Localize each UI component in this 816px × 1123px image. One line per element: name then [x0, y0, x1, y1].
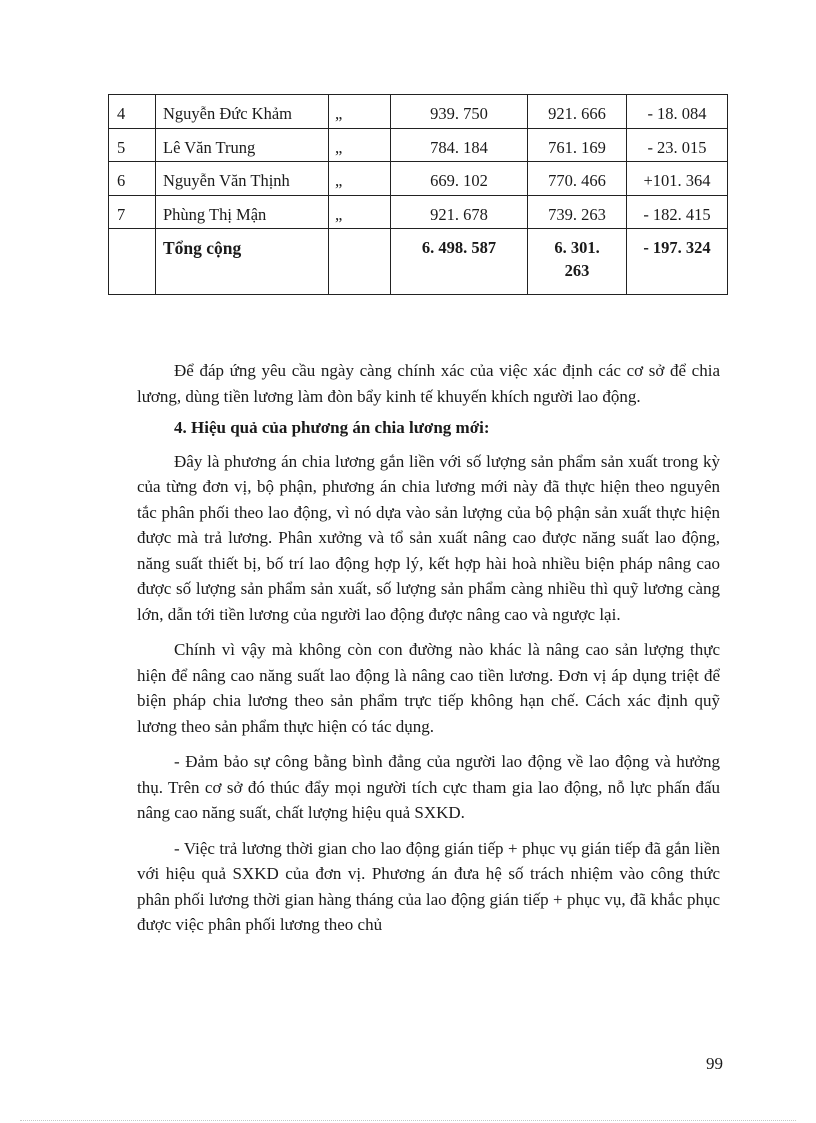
page-number: 99 — [706, 1054, 723, 1073]
paragraph-2: Chính vì vậy mà không còn con đường nào khác là nâng cao sản lượng thực hiện để nâng cao năng suất lao động là nâng cao tiền lương. Đơn vị áp dụng triệt để biện pháp chia lương theo sản phẩm trực tiếp không hạn chế. Cách xác định quỹ lương theo sản phẩm thực hiện có tác dụng. — [137, 640, 720, 736]
value-2: 739. 263 — [528, 195, 627, 229]
intro-paragraph: Để đáp ứng yêu cầu ngày càng chính xác của việc xác định các cơ sở để chia lương, dùng tiền lương làm đòn bẩy kinh tế khuyến khích người lao động. — [137, 361, 720, 406]
salary-table-container — [108, 94, 727, 295]
ditto-mark: „ — [329, 95, 391, 129]
table-row — [109, 128, 728, 162]
paragraph-4: - Việc trả lương thời gian cho lao động gián tiếp + phục vụ gián tiếp đã gắn liền với hiệu quả SXKD của đơn vị. Phương án đưa hệ số trách nhiệm vào công thức phân phối lương thời gian hàng tháng của lao động gián tiếp + phục vụ, đã khắc phục được việc phân phối lương theo chủ — [137, 838, 720, 934]
row-index: 6 — [109, 162, 156, 196]
ditto-mark: „ — [329, 128, 391, 162]
total-value-2-line1: 6. 301. — [554, 238, 600, 257]
total-value-2 — [528, 229, 627, 295]
value-2: 921. 666 — [528, 95, 627, 129]
row-index: 4 — [109, 95, 156, 129]
difference: +101. 364 — [627, 162, 728, 196]
value-1: 939. 750 — [391, 95, 528, 129]
employee-name: Phùng Thị Mận — [156, 195, 329, 229]
total-label-cell — [156, 229, 329, 295]
row-index: 7 — [109, 195, 156, 229]
value-1: 669. 102 — [391, 162, 528, 196]
total-index-cell — [109, 229, 156, 295]
total-label: Tổng cộng — [163, 238, 242, 258]
table-row — [109, 195, 728, 229]
difference: - 23. 015 — [627, 128, 728, 162]
page-bottom-rule — [20, 1120, 796, 1121]
value-1: 784. 184 — [391, 128, 528, 162]
employee-name: Nguyễn Đức Khảm — [156, 95, 329, 129]
row-index: 5 — [109, 128, 156, 162]
table-row — [109, 162, 728, 196]
total-value-2-line2: 263 — [564, 261, 590, 280]
salary-table-body — [109, 95, 728, 295]
total-unit-cell — [329, 229, 391, 295]
body-text — [137, 358, 720, 948]
paragraph-3: - Đảm bảo sự công bằng bình đẳng của người lao động về lao động và hưởng thụ. Trên cơ sở đó thúc đẩy mọi người tích cực tham gia lao động, nỗ lực phấn đấu nâng cao năng suất, chất lượng hiệu quả SXKD. — [137, 752, 720, 822]
ditto-mark: „ — [329, 195, 391, 229]
table-row — [109, 95, 728, 129]
total-row — [109, 229, 728, 295]
section-heading: 4. Hiệu quả của phương án chia lương mới: — [174, 418, 490, 437]
value-1: 921. 678 — [391, 195, 528, 229]
difference: - 18. 084 — [627, 95, 728, 129]
value-2: 770. 466 — [528, 162, 627, 196]
total-difference: - 197. 324 — [627, 229, 728, 295]
difference: - 182. 415 — [627, 195, 728, 229]
value-2: 761. 169 — [528, 128, 627, 162]
total-value-1: 6. 498. 587 — [391, 229, 528, 295]
salary-table — [108, 94, 728, 295]
ditto-mark: „ — [329, 162, 391, 196]
employee-name: Lê Văn Trung — [156, 128, 329, 162]
paragraph-1: Đây là phương án chia lương gắn liền với số lượng sản phẩm sản xuất trong kỳ của từng đơn vị, bộ phận, phương án chia lương mới này đã thực hiện theo nguyên tắc phân phối theo lao động, vì nó dựa vào sản lượng của bộ phận sản xuất thực hiện được mà trả lương. Phân xưởng và tổ sản xuất nâng cao được năng suất lao động, năng suất thiết bị, bố trí lao động hợp lý, kết hợp hài hoà nhiều biện pháp nâng cao được số lượng sản phẩm sản xuất, số lượng sản phẩm càng nhiều thì quỹ lương càng lớn, dẫn tới tiền lương của người lao động được nâng cao và ngược lại. — [137, 451, 720, 624]
employee-name: Nguyễn Văn Thịnh — [156, 162, 329, 196]
